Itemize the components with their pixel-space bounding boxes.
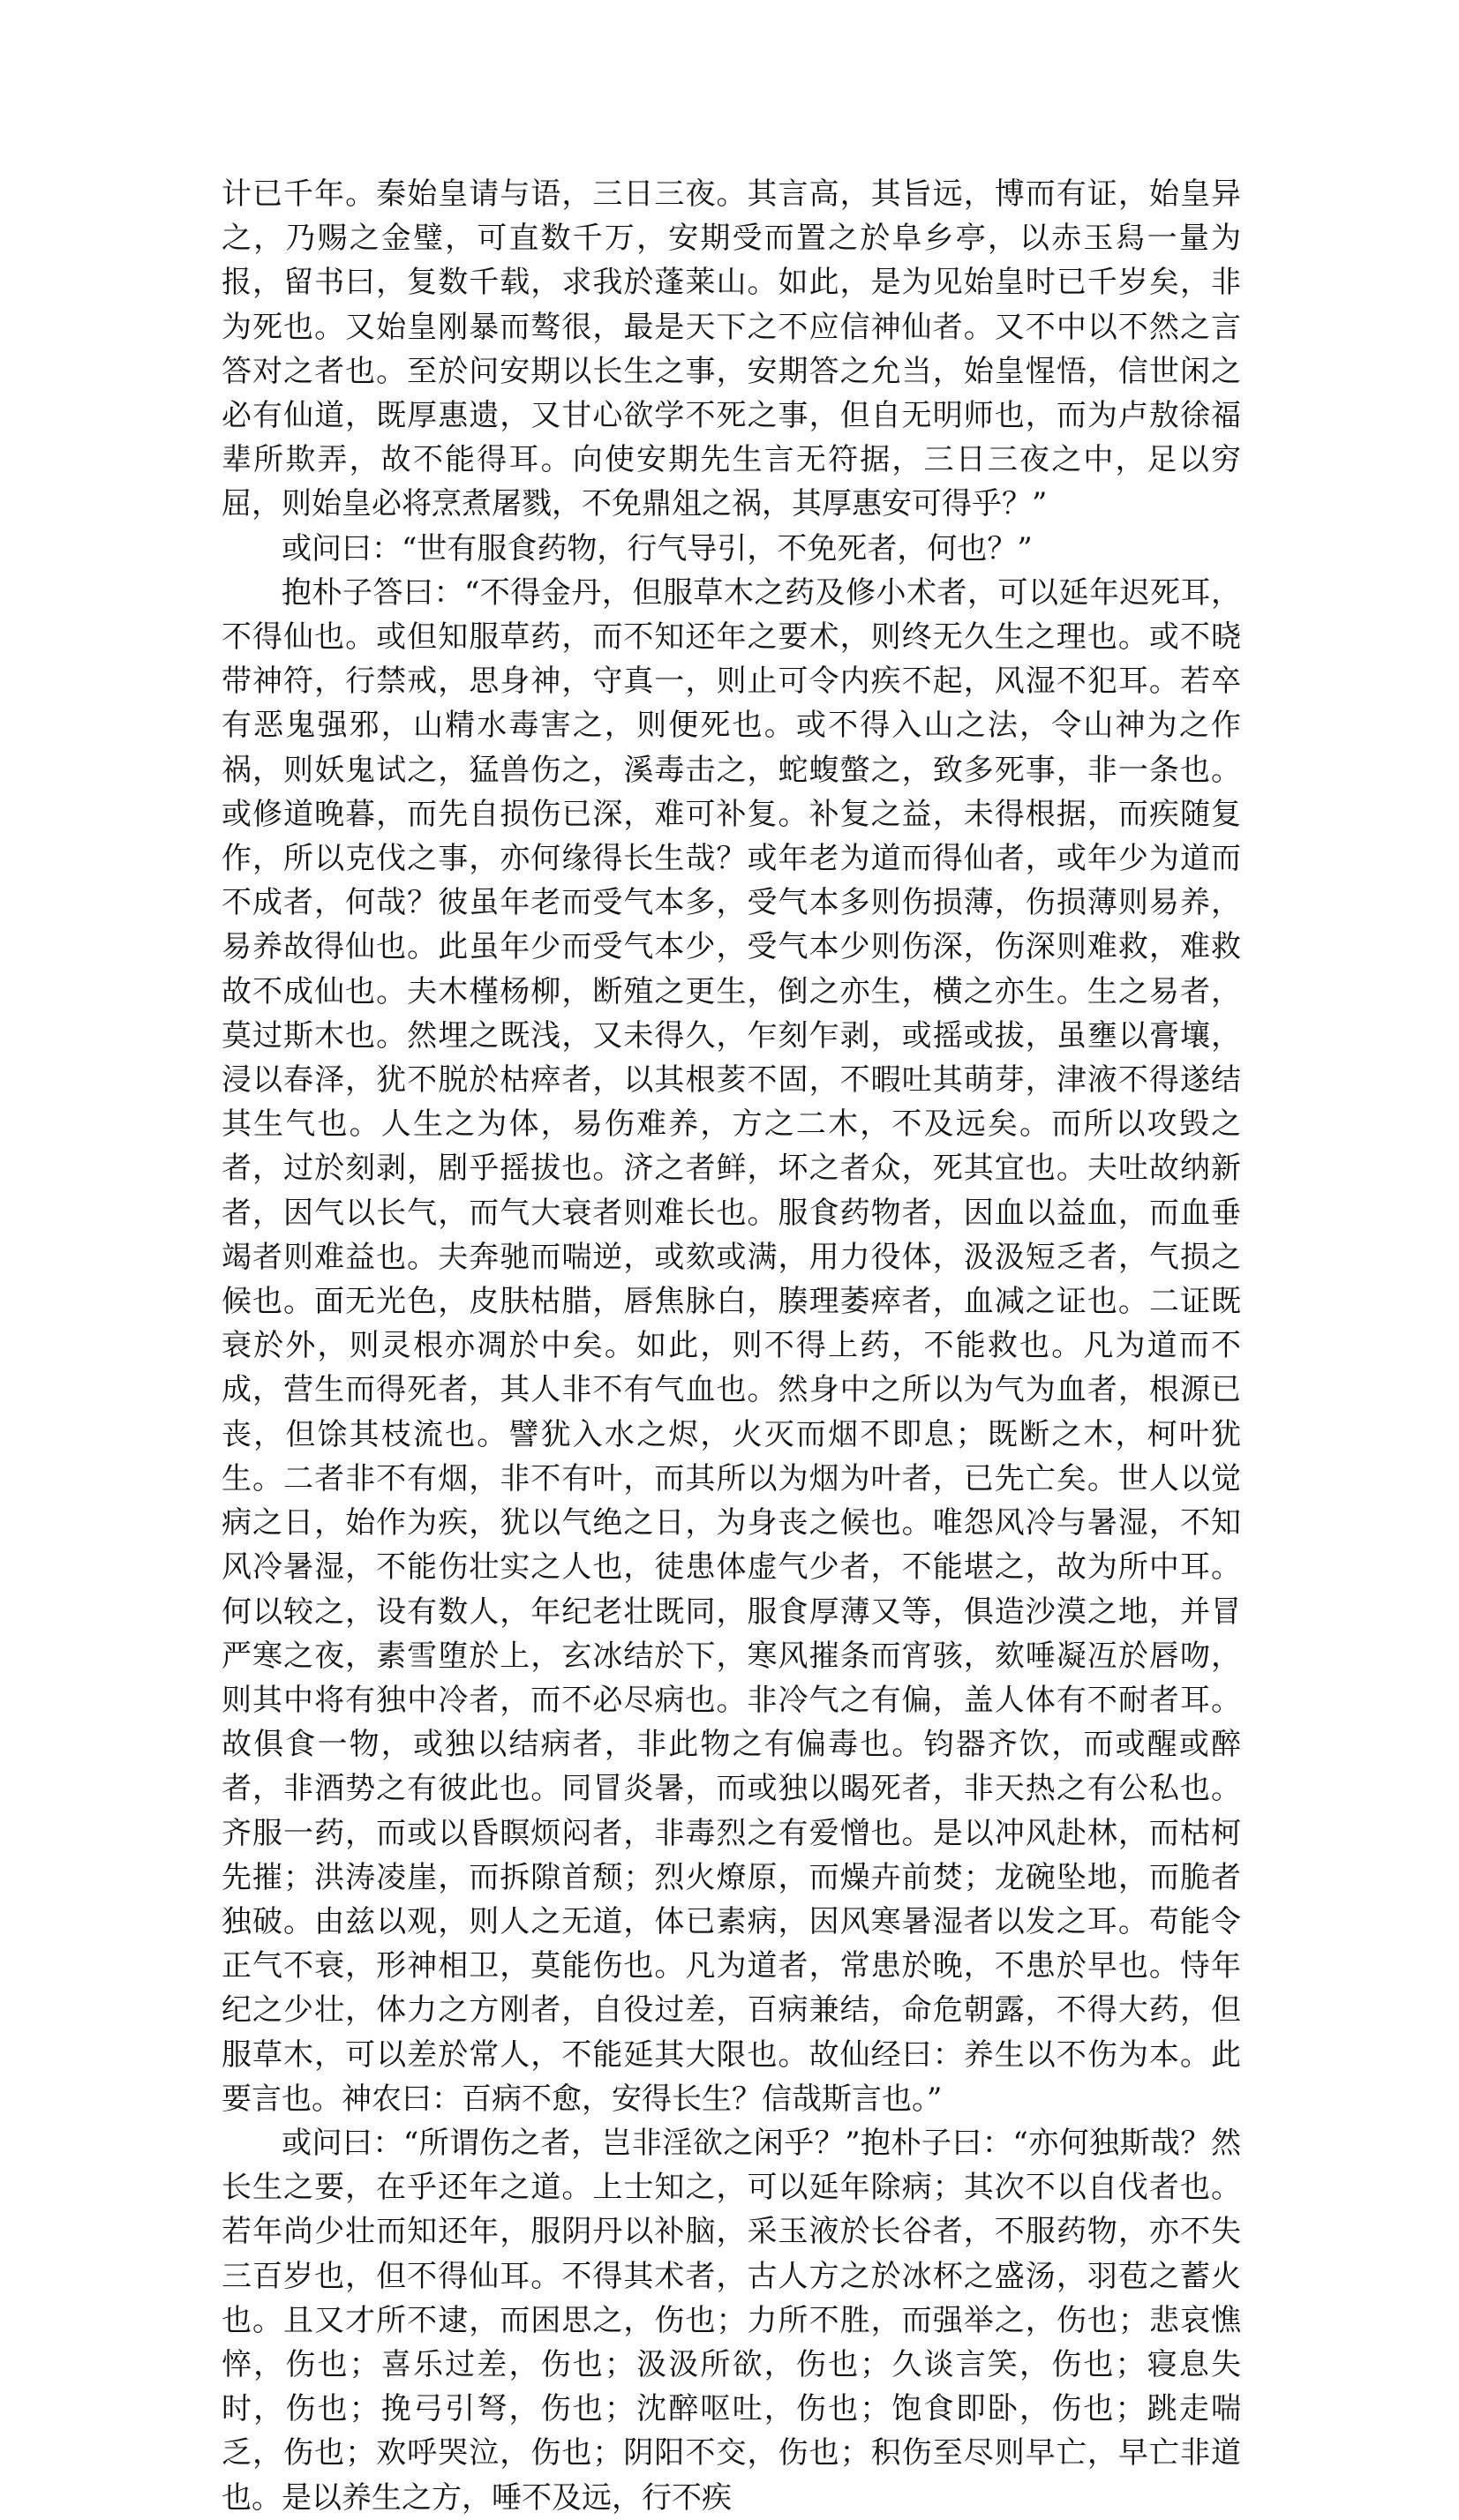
paragraph-2: 或问曰：“世有服食药物，行气导引，不免死者，何也？” bbox=[282, 530, 1033, 566]
body-text bbox=[222, 172, 1241, 2520]
paragraph-4: 或问曰：“所谓伤之者，岂非淫欲之闲乎？”抱朴子曰：“亦何独斯哉？然长生之要，在乎还年之道。上士知之，可以延年除病；其次不以自伐者也。若年尚少壮而知还年，服阴丹以补脑，采玉液於长谷者，不服药物，亦不失三百岁也，但不得仙耳。不得其术者，古人方之於冰杯之盛汤，羽苞之蓄火也。且又才所不逮，而困思之，伤也；力所不胜，而强举之，伤也；悲哀憔悴，伤也；喜乐过差，伤也；汲汲所欲，伤也；久谈言笑，伤也；寝息失时，伤也；挽弓引弩，伤也；沈醉呕吐，伤也；饱食即卧，伤也；跳走喘乏，伤也；欢呼哭泣，伤也；阴阳不交，伤也；积伤至尽则早亡，早亡非道也。是以养生之方，唾不及远，行不疾 bbox=[222, 2125, 1241, 2516]
paragraph-1: 计已千年。秦始皇请与语，三日三夜。其言高，其旨远，博而有证，始皇异之，乃赐之金璧，可直数千万，安期受而置之於阜乡亭，以赤玉舄一量为报，留书曰，复数千载，求我於蓬莱山。如此，是为见始皇时已千岁矣，非为死也。又始皇刚暴而骜很，最是天下之不应信神仙者。又不中以不然之言答对之者也。至於问安期以长生之事，安期答之允当，始皇惺悟，信世闲之必有仙道，既厚惠遗，又甘心欲学不死之事，但自无明师也，而为卢敖徐福辈所欺弄，故不能得耳。向使安期先生言无符据，三日三夜之中，足以穷屈，则始皇必将烹煮屠戮，不免鼎俎之祸，其厚惠安可得乎？” bbox=[222, 176, 1241, 522]
paragraph-3: 抱朴子答曰：“不得金丹，但服草木之药及修小术者，可以延年迟死耳，不得仙也。或但知服草药，而不知还年之要术，则终无久生之理也。或不晓带神符，行禁戒，思身神，守真一，则止可令内疾不起，风湿不犯耳。若卒有恶鬼强邪，山精水毒害之，则便死也。或不得入山之法，令山神为之作祸，则妖鬼试之，猛兽伤之，溪毒击之，蛇蝮螫之，致多死事，非一条也。或修道晚暮，而先自损伤已深，难可补复。补复之益，未得根据，而疾随复作，所以克伐之事，亦何缘得长生哉？或年老为道而得仙者，或年少为道而不成者，何哉？彼虽年老而受气本多，受气本多则伤损薄，伤损薄则易养，易养故得仙也。此虽年少而受气本少，受气本少则伤深，伤深则难救，难救故不成仙也。夫木槿杨柳，断殖之更生，倒之亦生，横之亦生。生之易者，莫过斯木也。然埋之既浅，又未得久，乍刻乍剥，或摇或拔，虽壅以膏壤，浸以春泽，犹不脱於枯瘁者，以其根荄不固，不暇吐其萌芽，津液不得遂结其生气也。人生之为体，易伤难养，方之二木，不及远矣。而所以攻毁之者，过於刻剥，剧乎摇拔也。济之者鲜，坏之者众，死其宜也。夫吐故纳新者，因气以长气，而气大衰者则难长也。服食药物者，因血以益血，而血垂竭者则难益也。夫奔驰而喘逆，或欬或满，用力役体，汲汲短乏者，气损之候也。面无光色，皮肤枯腊，唇焦脉白，腠理萎瘁者，血减之证也。二证既衰於外，则灵根亦凋於中矣。如此，则不得上药，不能救也。凡为道而不成，营生而得死者，其人非不有气血也。然身中之所以为气为血者，根源已丧，但馀其枝流也。譬犹入水之烬，火灭而烟不即息；既断之木，柯叶犹生。二者非不有烟，非不有叶，而其所以为烟为叶者，已先亡矣。世人以觉病之日，始作为疾，犹以气绝之日，为身丧之候也。唯怨风冷与暑湿，不知风冷暑湿，不能伤壮实之人也，徒患体虚气少者，不能堪之，故为所中耳。何以较之，设有数人，年纪老壮既同，服食厚薄又等，俱造沙漠之地，并冒严寒之夜，素雪堕於上，玄冰结於下，寒风摧条而宵骇，欬唾凝冱於唇吻，则其中将有独中冷者，而不必尽病也。非冷气之有偏，盖人体有不耐者耳。故俱食一物，或独以结病者，非此物之有偏毒也。钧器齐饮，而或醒或醉者，非酒势之有彼此也。同冒炎暑，而或独以暍死者，非天热之有公私也。齐服一药，而或以昏瞑烦闷者，非毒烈之有爱憎也。是以冲风赴林，而枯柯先摧；洪涛凌崖，而拆隙首颓；烈火燎原，而燥卉前焚；龙碗坠地，而脆者独破。由兹以观，则人之无道，体已素病，因风寒暑湿者以发之耳。苟能令正气不衰，形神相卫，莫能伤也。凡为道者，常患於晚，不患於早也。恃年纪之少壮，体力之方刚者，自役过差，百病兼结，命危朝露，不得大药，但服草木，可以差於常人，不能延其大限也。故仙经曰：养生以不伤为本。此要言也。神农曰：百病不愈，安得长生？信哉斯言也。” bbox=[222, 574, 1241, 2117]
